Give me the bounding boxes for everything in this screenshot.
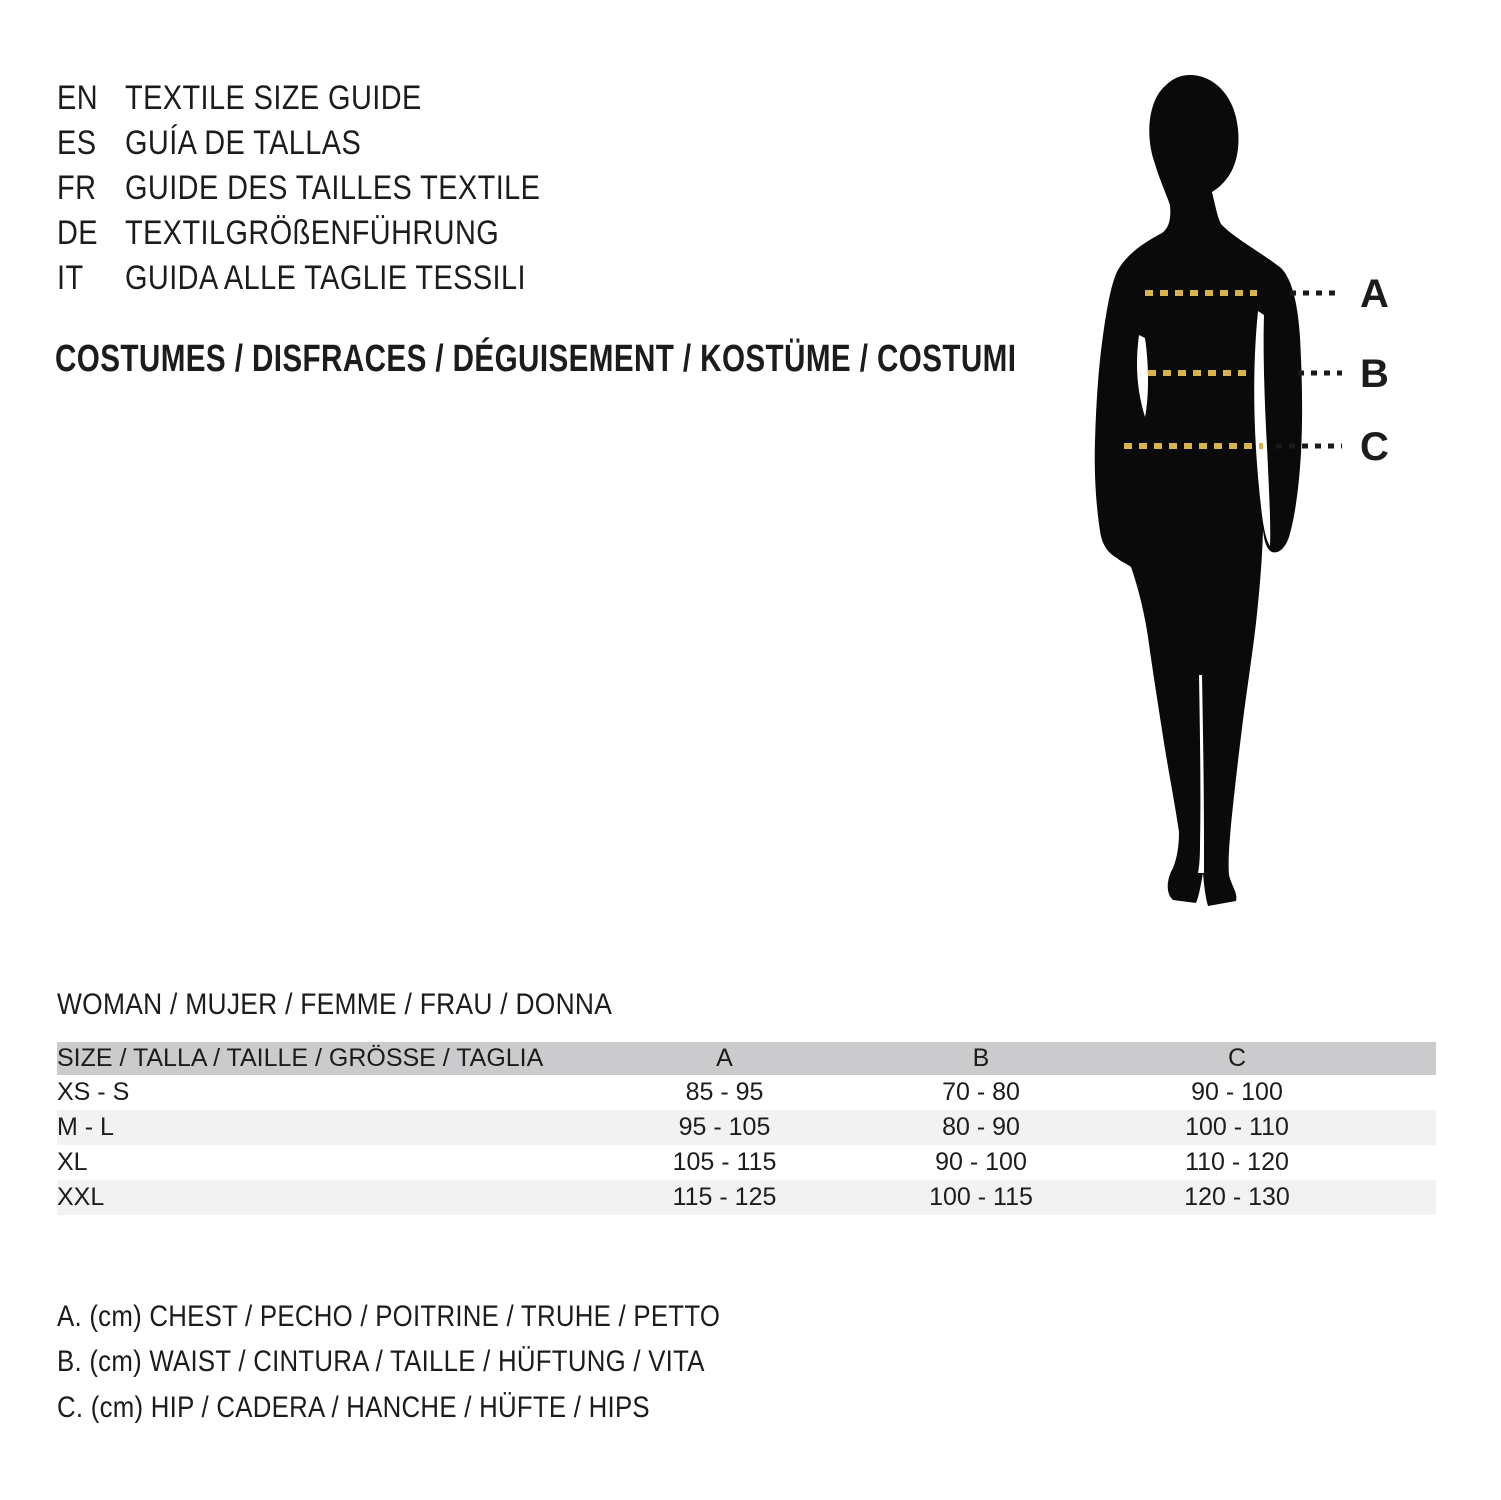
language-code: EN xyxy=(57,79,98,117)
language-title: GUÍA DE TALLAS xyxy=(125,124,362,162)
section-heading: WOMAN / MUJER / FEMME / FRAU / DONNA xyxy=(57,988,613,1021)
size-table xyxy=(57,1042,1436,1215)
legend-text: B. (cm) WAIST / CINTURA / TAILLE / HÜFTUNG / VITA xyxy=(57,1345,705,1379)
size-table-header-row xyxy=(57,1042,1436,1075)
marker-label-c: C xyxy=(1360,425,1389,469)
size-column-header: SIZE / TALLA / TAILLE / GRÖSSE / TAGLIA xyxy=(57,1044,544,1072)
size-cell: XXL xyxy=(57,1183,105,1211)
language-code: ES xyxy=(57,124,97,162)
column-header-c: C xyxy=(1227,1044,1247,1072)
marker-label-a: A xyxy=(1360,272,1389,316)
hip-range-cell: 90 - 100 xyxy=(1191,1078,1283,1106)
woman-silhouette xyxy=(1095,75,1302,906)
legend-row-hip xyxy=(57,1385,828,1431)
chest-range-cell: 115 - 125 xyxy=(672,1183,777,1211)
language-row-es xyxy=(57,121,540,166)
language-row-it xyxy=(57,256,540,301)
language-title-list xyxy=(57,76,626,301)
header-spacer xyxy=(1365,1042,1436,1075)
size-cell: M - L xyxy=(57,1113,114,1141)
language-title: GUIDA ALLE TAGLIE TESSILI xyxy=(125,259,526,297)
waist-range-cell: 90 - 100 xyxy=(935,1148,1027,1176)
size-cell: XL xyxy=(57,1148,88,1176)
language-title: GUIDE DES TAILLES TEXTILE xyxy=(125,169,541,207)
language-row-en xyxy=(57,76,540,121)
waist-range-cell: 70 - 80 xyxy=(942,1078,1020,1106)
language-title: TEXTILGRÖßENFÜHRUNG xyxy=(125,214,500,252)
legend-row-waist xyxy=(57,1340,828,1386)
hip-range-cell: 100 - 110 xyxy=(1185,1113,1289,1141)
language-code: DE xyxy=(57,214,98,252)
legend-row-chest xyxy=(57,1294,828,1340)
legend-text: A. (cm) CHEST / PECHO / POITRINE / TRUHE / PETTO xyxy=(57,1299,721,1333)
waist-range-cell: 100 - 115 xyxy=(929,1183,1033,1211)
language-code: FR xyxy=(57,169,97,207)
table-row-xxl xyxy=(57,1180,1436,1215)
language-row-de xyxy=(57,211,540,256)
hip-range-cell: 120 - 130 xyxy=(1184,1183,1290,1211)
chest-range-cell: 95 - 105 xyxy=(678,1113,771,1141)
table-row-xl xyxy=(57,1145,1436,1180)
column-header-b: B xyxy=(972,1044,990,1072)
language-row-fr xyxy=(57,166,540,211)
chest-range-cell: 105 - 115 xyxy=(672,1148,777,1176)
waist-range-cell: 80 - 90 xyxy=(942,1113,1020,1141)
table-row-xs-s xyxy=(57,1075,1436,1110)
legend-text: C. (cm) HIP / CADERA / HANCHE / HÜFTE / HIPS xyxy=(57,1390,650,1424)
language-code: IT xyxy=(57,259,84,297)
measurement-legend xyxy=(57,1294,828,1431)
table-row-m-l xyxy=(57,1110,1436,1145)
chest-range-cell: 85 - 95 xyxy=(685,1078,764,1106)
size-cell: XS - S xyxy=(57,1078,130,1106)
language-title: TEXTILE SIZE GUIDE xyxy=(125,79,422,117)
category-heading: COSTUMES / DISFRACES / DÉGUISEMENT / KOSTÜME / COSTUMI xyxy=(55,338,1017,380)
column-header-a: A xyxy=(716,1044,733,1072)
measurement-diagram xyxy=(1060,75,1480,910)
marker-label-b: B xyxy=(1360,352,1389,396)
hip-range-cell: 110 - 120 xyxy=(1185,1148,1289,1176)
